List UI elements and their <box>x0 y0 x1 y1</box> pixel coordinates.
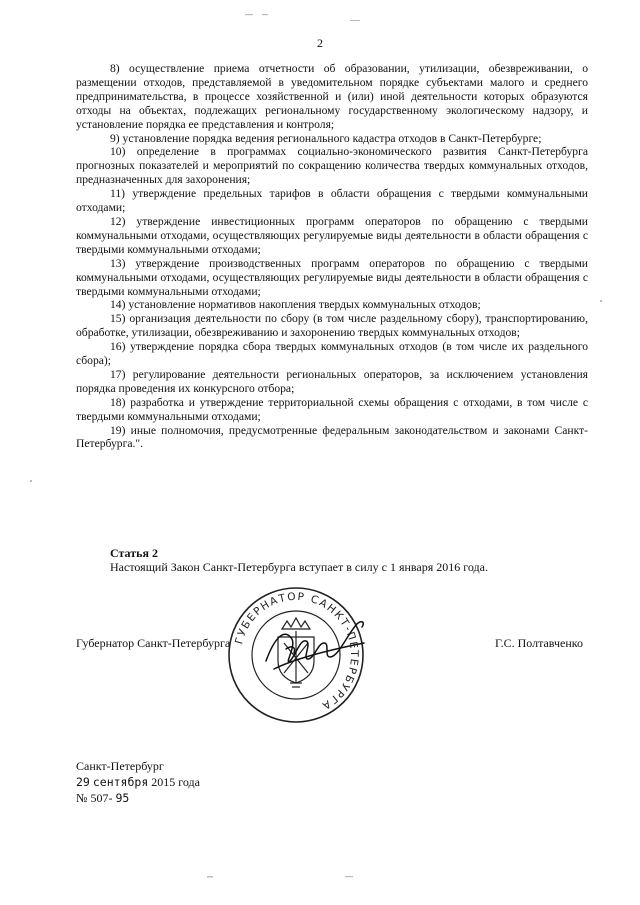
law-number-value: 95 <box>115 791 130 805</box>
list-item: 18) разработка и утверждение территориальной схемы обращения с отходами, в том числе с твердыми коммунальными отходами; <box>76 395 588 423</box>
list-item: 13) утверждение производственных программ операторов по обращению с твердыми коммунальными отходами, осуществляющих регулируемые виды деятельности в области обращения с твердыми коммунальными отходами; <box>76 256 588 298</box>
list-item: 10) определение в программах социально-экономического развития Санкт-Петербурга прогнозных показателей и мероприятий по сокращению количества твердых коммунальных отходов, предназначенных для захоронения; <box>76 145 588 187</box>
governor-title: Губернатор Санкт-Петербурга <box>76 636 231 650</box>
list-item: 12) утверждение инвестиционных программ операторов по обращению с твердыми коммунальными отходами, осуществляющих регулируемые виды деятельности в области обращения с твердыми коммунальными отходами; <box>76 214 588 256</box>
list-item: 8) осуществление приема отчетности об образовании, утилизации, обезвреживании, о размещении отходов, представляемой в уведомительном порядке субъектами малого и среднего предпринимательства, в процессе хозяйственной и (или) иной деятельности которых образуются отходы на объектах, подлежащих региональному государственному экологическому надзору, и установление порядка ее представления и контроля; <box>76 62 588 131</box>
law-number-prefix: № 507- <box>76 791 113 805</box>
list-item: 19) иные полномочия, предусмотренные федеральным законодательством и законами Санкт-Петербурга.". <box>76 423 588 451</box>
list-item: 15) организация деятельности по сбору (в том числе раздельному сбору), транспортированию, обработке, утилизации, обезвреживанию и захоронению твердых коммунальных отходов; <box>76 312 588 340</box>
signing-city: Санкт-Петербург <box>76 759 164 773</box>
date-day: 29 <box>76 775 90 789</box>
list-item: 11) утверждение предельных тарифов в области обращения с твердыми коммунальными отходами; <box>76 187 588 215</box>
list-item: 16) утверждение порядка сбора твердых коммунальных отходов (в том числе их раздельного сбора); <box>76 340 588 368</box>
seal-text: ГУБЕРНАТОР САНКТ-ПЕТЕРБУРГА <box>233 590 361 713</box>
date-year: 2015 года <box>151 775 200 789</box>
list-item: 14) установление нормативов накопления твердых коммунальных отходов; <box>110 298 481 312</box>
list-item: 9) установление порядка ведения регионального кадастра отходов в Санкт-Петербурге; <box>110 131 542 145</box>
governor-name: Г.С. Полтавченко <box>495 636 584 650</box>
date-month: сентября <box>92 775 149 789</box>
list-item: 17) регулирование деятельности региональных операторов, за исключением установления порядка проведения их конкурсного отбора; <box>76 367 588 395</box>
page-number: 2 <box>317 36 323 50</box>
article-heading: Статья 2 <box>110 546 158 560</box>
article-text: Настоящий Закон Санкт-Петербурга вступает в силу с 1 января 2016 года. <box>110 560 488 574</box>
